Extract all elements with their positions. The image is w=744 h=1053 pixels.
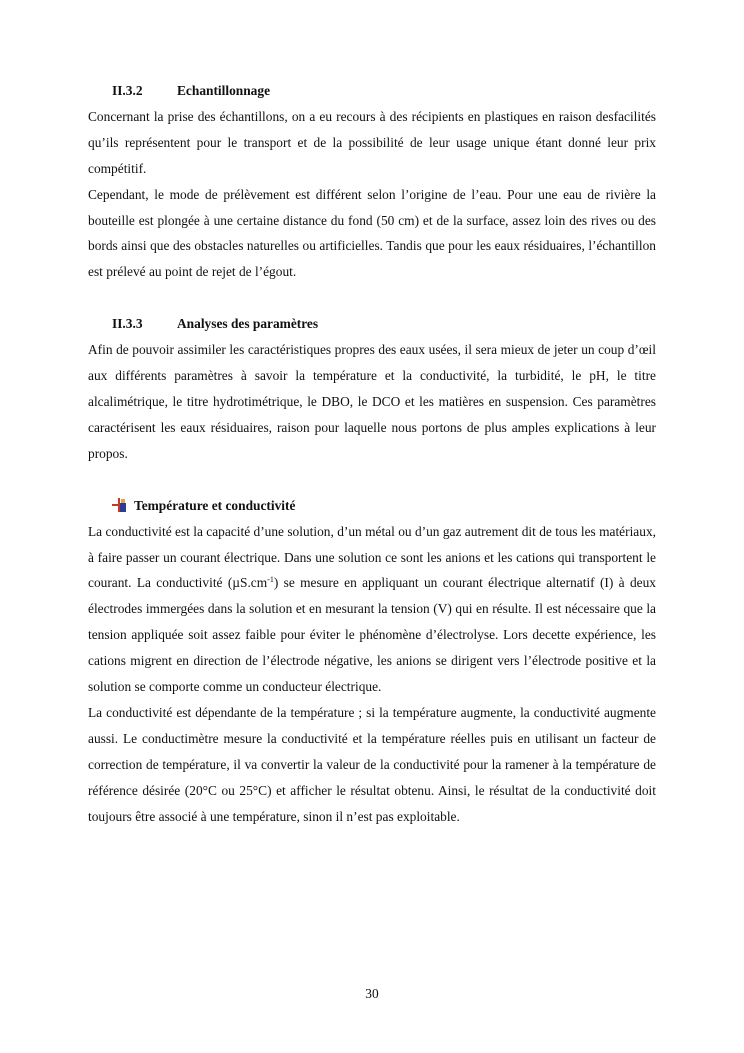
section-number: II.3.3 xyxy=(112,316,143,332)
page-number: 30 xyxy=(365,986,379,1001)
paragraph-text-part: ) se mesure en appliquant un courant électrique alternatif (I) à deux électrodes immergées dans la solution et en mesurant la tension (V) qui en résulte. Il est nécessaire que la tension appliquée soit assez faible pour éviter le phénomène d’électrolyse. Lors decette expérience, les cations migrent en direction de l’électrode négative, les anions se dirigent vers l’électrode positive et la solution se comporte comme un conducteur électrique. xyxy=(88,575,656,695)
subsection-heading-temperature xyxy=(88,493,656,519)
paragraph-parametres: Afin de pouvoir assimiler les caractéristiques propres des eaux usées, il sera mieux de jeter un coup d’œil aux différents paramètres à savoir la température et la conductivité, la turbidité, le pH, le titre alcalimétrique, le titre hydrotimétrique, le DBO, le DCO et les matières en suspension. Ces paramètres caractérisent les eaux résiduaires, raison pour laquelle nous portons de plus amples explications à leur propos. xyxy=(88,342,656,461)
section-title: Echantillonnage xyxy=(177,83,271,98)
superscript-exponent: -1 xyxy=(267,575,274,585)
section-heading-analyses xyxy=(88,311,656,337)
bullet-marker-icon xyxy=(112,498,126,512)
paragraph-conductivite xyxy=(88,519,656,700)
paragraph-prelevement: Cependant, le mode de prélèvement est différent selon l’origine de l’eau. Pour une eau de rivière la bouteille est plongée à une certaine distance du fond (50 cm) et de la surface, assez loin des rives ou des bords ainsi que des obstacles naturelles ou artificielles. Tandis que pour les eaux résiduaires, l’échantillon est prélevé au point de rejet de l’égout. xyxy=(88,186,656,280)
section-number: II.3.2 xyxy=(112,83,143,98)
section-title: Analyses des paramètres xyxy=(177,316,319,332)
subsection-title: Température et conductivité xyxy=(134,497,296,513)
paragraph-echantillons: Concernant la prise des échantillons, on a eu recours à des récipients en plastiques en raison desfacilités qu’ils représentent pour le transport et de la possibilité de leur usage unique étant donné leur prix compétitif. xyxy=(88,108,656,176)
section-heading-echantillonnage xyxy=(88,78,656,104)
document-page xyxy=(88,78,656,829)
paragraph-text-part: La conductivité est la capacité d’une solution, d’un métal ou d’un gaz autrement dit de tous les matériaux, à faire passer un courant électrique. Dans une solution ce sont les anions et les cations qui transportent le courant. La conductivité (µS.cm xyxy=(88,523,656,591)
paragraph-temperature: La conductivité est dépendante de la température ; si la température augmente, la conductivité augmente aussi. Le conductimètre mesure la conductivité et la température réelles puis en utilisant un facteur de correction de température, il va convertir la valeur de la conductivité pour la ramener à la température de référence désirée (20°C ou 25°C) et afficher le résultat obtenu. Ainsi, le résultat de la conductivité doit toujours être associé à une température, sinon il n’est pas exploitable. xyxy=(88,704,656,824)
